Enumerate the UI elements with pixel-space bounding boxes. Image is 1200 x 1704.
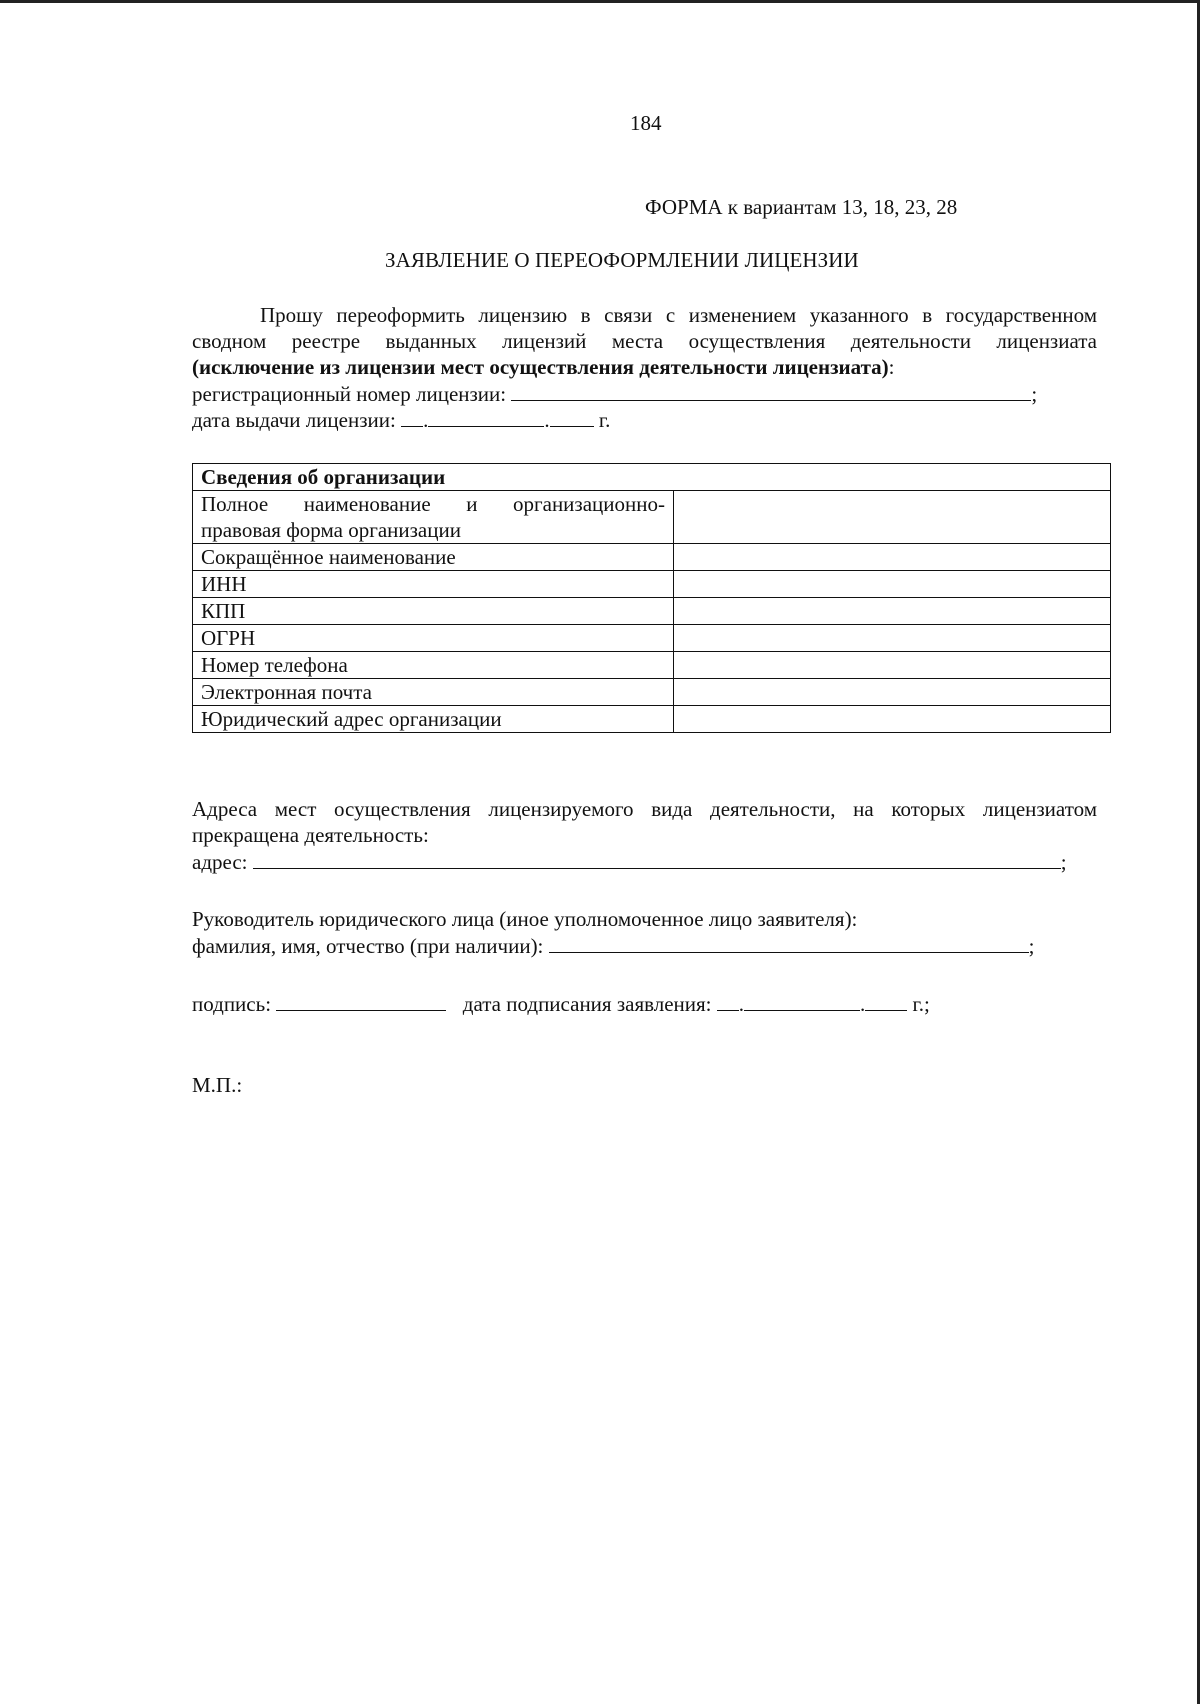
signature-row xyxy=(192,990,1097,1017)
document-title: ЗАЯВЛЕНИЕ О ПЕРЕОФОРМЛЕНИИ ЛИЦЕНЗИИ xyxy=(385,248,859,272)
full-name-label-line2: правовая форма организации xyxy=(201,518,461,542)
sign-date-month-field[interactable] xyxy=(744,990,860,1011)
short-name-label: Сокращённое наименование xyxy=(193,544,674,571)
date-separator: . xyxy=(738,992,745,1016)
short-name-value-cell[interactable] xyxy=(674,544,1111,571)
reg-number-field[interactable] xyxy=(511,380,1031,401)
table-row xyxy=(193,598,1111,625)
stamp-label: М.П.: xyxy=(192,1073,243,1097)
fio-field[interactable] xyxy=(549,932,1029,953)
intro-colon: : xyxy=(888,355,895,379)
kpp-label: КПП xyxy=(193,598,674,625)
address-label: адрес: xyxy=(192,850,248,874)
sign-date-year-suffix: г.; xyxy=(912,992,930,1016)
full-name-value-cell[interactable] xyxy=(674,491,1111,544)
addresses-line-1: Адреса мест осуществления лицензируемого вида деятельности, на которых лицензиатом xyxy=(192,797,1097,821)
email-label: Электронная почта xyxy=(193,679,674,706)
reg-number-label: регистрационный номер лицензии: xyxy=(192,382,507,406)
table-row xyxy=(193,571,1111,598)
issue-date-row xyxy=(192,406,1097,433)
intro-line-3 xyxy=(192,354,1097,380)
table-header: Сведения об организации xyxy=(193,464,1111,491)
table-row xyxy=(193,544,1111,571)
address-field[interactable] xyxy=(253,848,1061,869)
signature-field[interactable] xyxy=(276,990,446,1011)
phone-value-cell[interactable] xyxy=(674,652,1111,679)
date-separator: . xyxy=(860,992,866,1016)
issue-date-label: дата выдачи лицензии: xyxy=(192,408,396,432)
table-header-row xyxy=(193,464,1111,491)
address-end: ; xyxy=(1060,850,1067,874)
phone-label: Номер телефона xyxy=(193,652,674,679)
address-row xyxy=(192,848,1097,875)
issue-date-month-field[interactable] xyxy=(428,406,544,427)
fio-end: ; xyxy=(1028,934,1035,958)
table-row xyxy=(193,679,1111,706)
inn-label: ИНН xyxy=(193,571,674,598)
ogrn-label: ОГРН xyxy=(193,625,674,652)
scan-edge xyxy=(0,0,1200,3)
sign-date-label: дата подписания заявления: xyxy=(462,992,712,1016)
reg-number-row xyxy=(192,380,1097,407)
table-row xyxy=(193,706,1111,733)
page-number: 184 xyxy=(630,111,662,135)
date-separator: . xyxy=(544,408,550,432)
issue-date-day-field[interactable] xyxy=(401,406,423,427)
head-line-1: Руководитель юридического лица (иное уполномоченное лицо заявителя): xyxy=(192,907,858,931)
legal-address-value-cell[interactable] xyxy=(674,706,1111,733)
inn-value-cell[interactable] xyxy=(674,571,1111,598)
fio-label: фамилия, имя, отчество (при наличии): xyxy=(192,934,544,958)
organization-info-table xyxy=(192,463,1111,733)
intro-line-1: Прошу переоформить лицензию в связи с изменением указанного в государственном xyxy=(260,303,1097,327)
ogrn-value-cell[interactable] xyxy=(674,625,1111,652)
table-row xyxy=(193,491,1111,544)
intro-bold-text: (исключение из лицензии мест осуществления деятельности лицензиата) xyxy=(192,355,889,379)
addresses-line-2: прекращена деятельность: xyxy=(192,823,429,847)
issue-date-year-field[interactable] xyxy=(550,406,594,427)
table-label-cell xyxy=(193,491,674,544)
signature-label: подпись: xyxy=(192,992,272,1016)
kpp-value-cell[interactable] xyxy=(674,598,1111,625)
date-separator: . xyxy=(423,408,429,432)
full-name-label-line1: Полное наименование и организационно- xyxy=(201,492,665,516)
sign-date-day-field[interactable] xyxy=(717,990,739,1011)
fio-row xyxy=(192,932,1097,959)
table-row xyxy=(193,652,1111,679)
table-row xyxy=(193,625,1111,652)
sign-date-year-field[interactable] xyxy=(865,990,907,1011)
intro-line-2: сводном реестре выданных лицензий места осуществления деятельности лицензиата xyxy=(192,329,1097,353)
form-reference: ФОРМА к вариантам 13, 18, 23, 28 xyxy=(645,195,958,219)
legal-address-label: Юридический адрес организации xyxy=(193,706,674,733)
reg-number-end: ; xyxy=(1031,382,1038,406)
issue-date-year-suffix: г. xyxy=(598,408,611,432)
email-value-cell[interactable] xyxy=(674,679,1111,706)
